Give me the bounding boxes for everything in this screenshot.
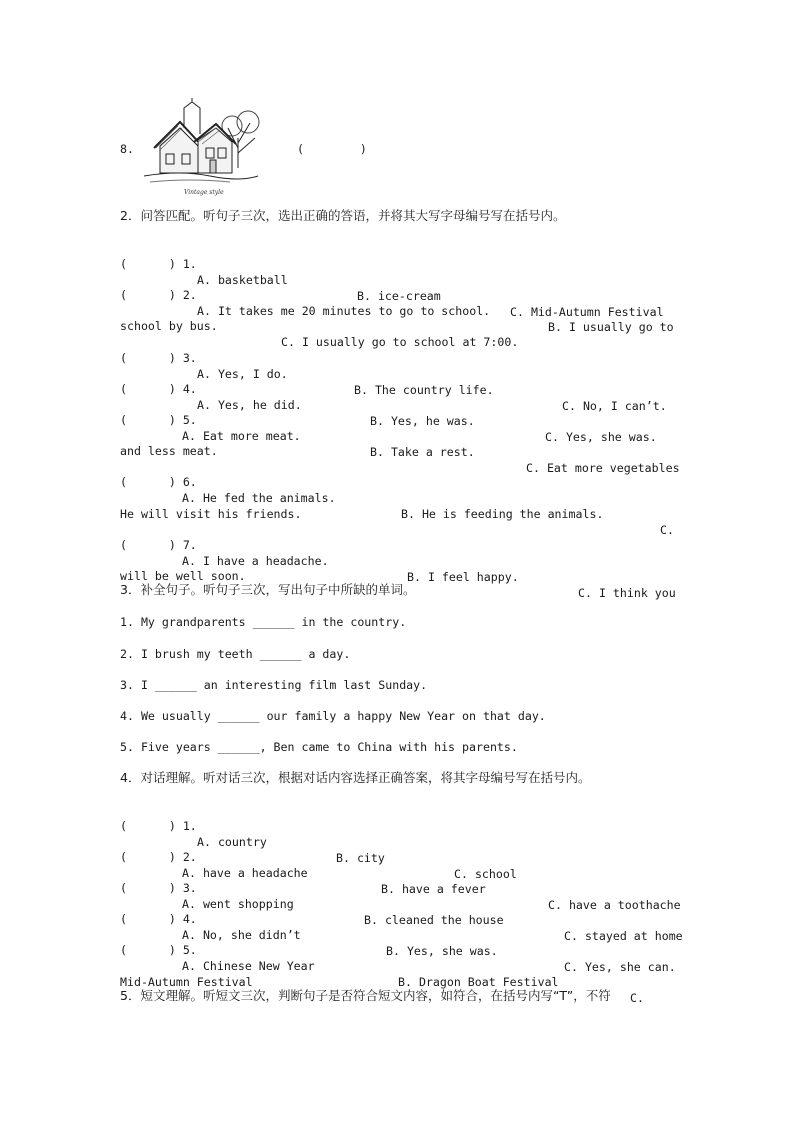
- s4-item-5-cont: Mid-Autumn Festival: [120, 975, 253, 989]
- s2-item-6-cont: He will visit his friends.: [120, 507, 302, 521]
- picture-caption: Vintage style: [184, 189, 224, 196]
- s3-item-4: 4. We usually ______ our family a happy New Year on that day.: [120, 709, 546, 723]
- answer-parenthesis: ( ): [297, 142, 367, 156]
- section-3-heading: 3．补全句子。听句子三次，写出句子中所缺的单词。: [120, 582, 416, 597]
- s2-item-2: ( ) 2. A. It takes me 20 minutes to go to school. B. I usually go to: [120, 288, 674, 334]
- s3-item-3: 3. I ______ an interesting film last Sunday.: [120, 678, 428, 692]
- s2-item-1: ( ) 1. A. basketball B. ice-cream C. Mid-Autumn Festival: [120, 257, 664, 319]
- section-5-heading: 5．短文理解。听短文三次，判断句子是否符合短文内容，如符合，在括号内写“T”，不符: [120, 988, 611, 1003]
- s4-item-2: ( ) 2. A. have a headache B. have a fever C. have a toothache: [120, 850, 681, 912]
- s2-item-7: ( ) 7. A. I have a headache. B. I feel happy. C. I think you: [120, 538, 676, 600]
- s3-item-5: 5. Five years ______, Ben came to China with his parents.: [120, 740, 518, 754]
- s2-item-2-cont: school by bus. C. I usually go to school at 7:00.: [120, 319, 519, 349]
- s2-item-3: ( ) 3. A. Yes, I do. B. The country life. C. No, I can’t.: [120, 351, 667, 413]
- s3-item-2: 2. I brush my teeth ______ a day.: [120, 647, 351, 661]
- section-4-heading: 4．对话理解。听对话三次，根据对话内容选择正确答案，将其字母编号写在括号内。: [120, 770, 591, 785]
- s2-item-5-cont: and less meat.: [120, 444, 218, 458]
- section-2-heading: 2．问答匹配。听句子三次，选出正确的答语，并将其大写字母编号写在括号内。: [120, 208, 566, 223]
- s3-item-1: 1. My grandparents ______ in the country.: [120, 615, 407, 629]
- s4-item-3: ( ) 3. A. went shopping B. cleaned the house C. stayed at home: [120, 881, 683, 943]
- s2-item-5: ( ) 5. A. Eat more meat. B. Take a rest. C. Eat more vegetables: [120, 413, 680, 475]
- s2-item-7-cont: will be well soon.: [120, 569, 246, 583]
- s2-item-4: ( ) 4. A. Yes, he did. B. Yes, he was. C. Yes, she was.: [120, 382, 657, 444]
- s2-item-6: ( ) 6. A. He fed the animals. B. He is feeding the animals. C.: [120, 475, 674, 537]
- s4-item-4: ( ) 4. A. No, she didn’t B. Yes, she was. C. Yes, she can.: [120, 912, 676, 974]
- vintage-house-illustration: [140, 98, 262, 200]
- question-8-number: 8.: [120, 142, 134, 156]
- s4-item-1: ( ) 1. A. country B. city C. school: [120, 819, 517, 881]
- s4-item-5: ( ) 5. A. Chinese New Year B. Dragon Boat Festival C.: [120, 943, 644, 1005]
